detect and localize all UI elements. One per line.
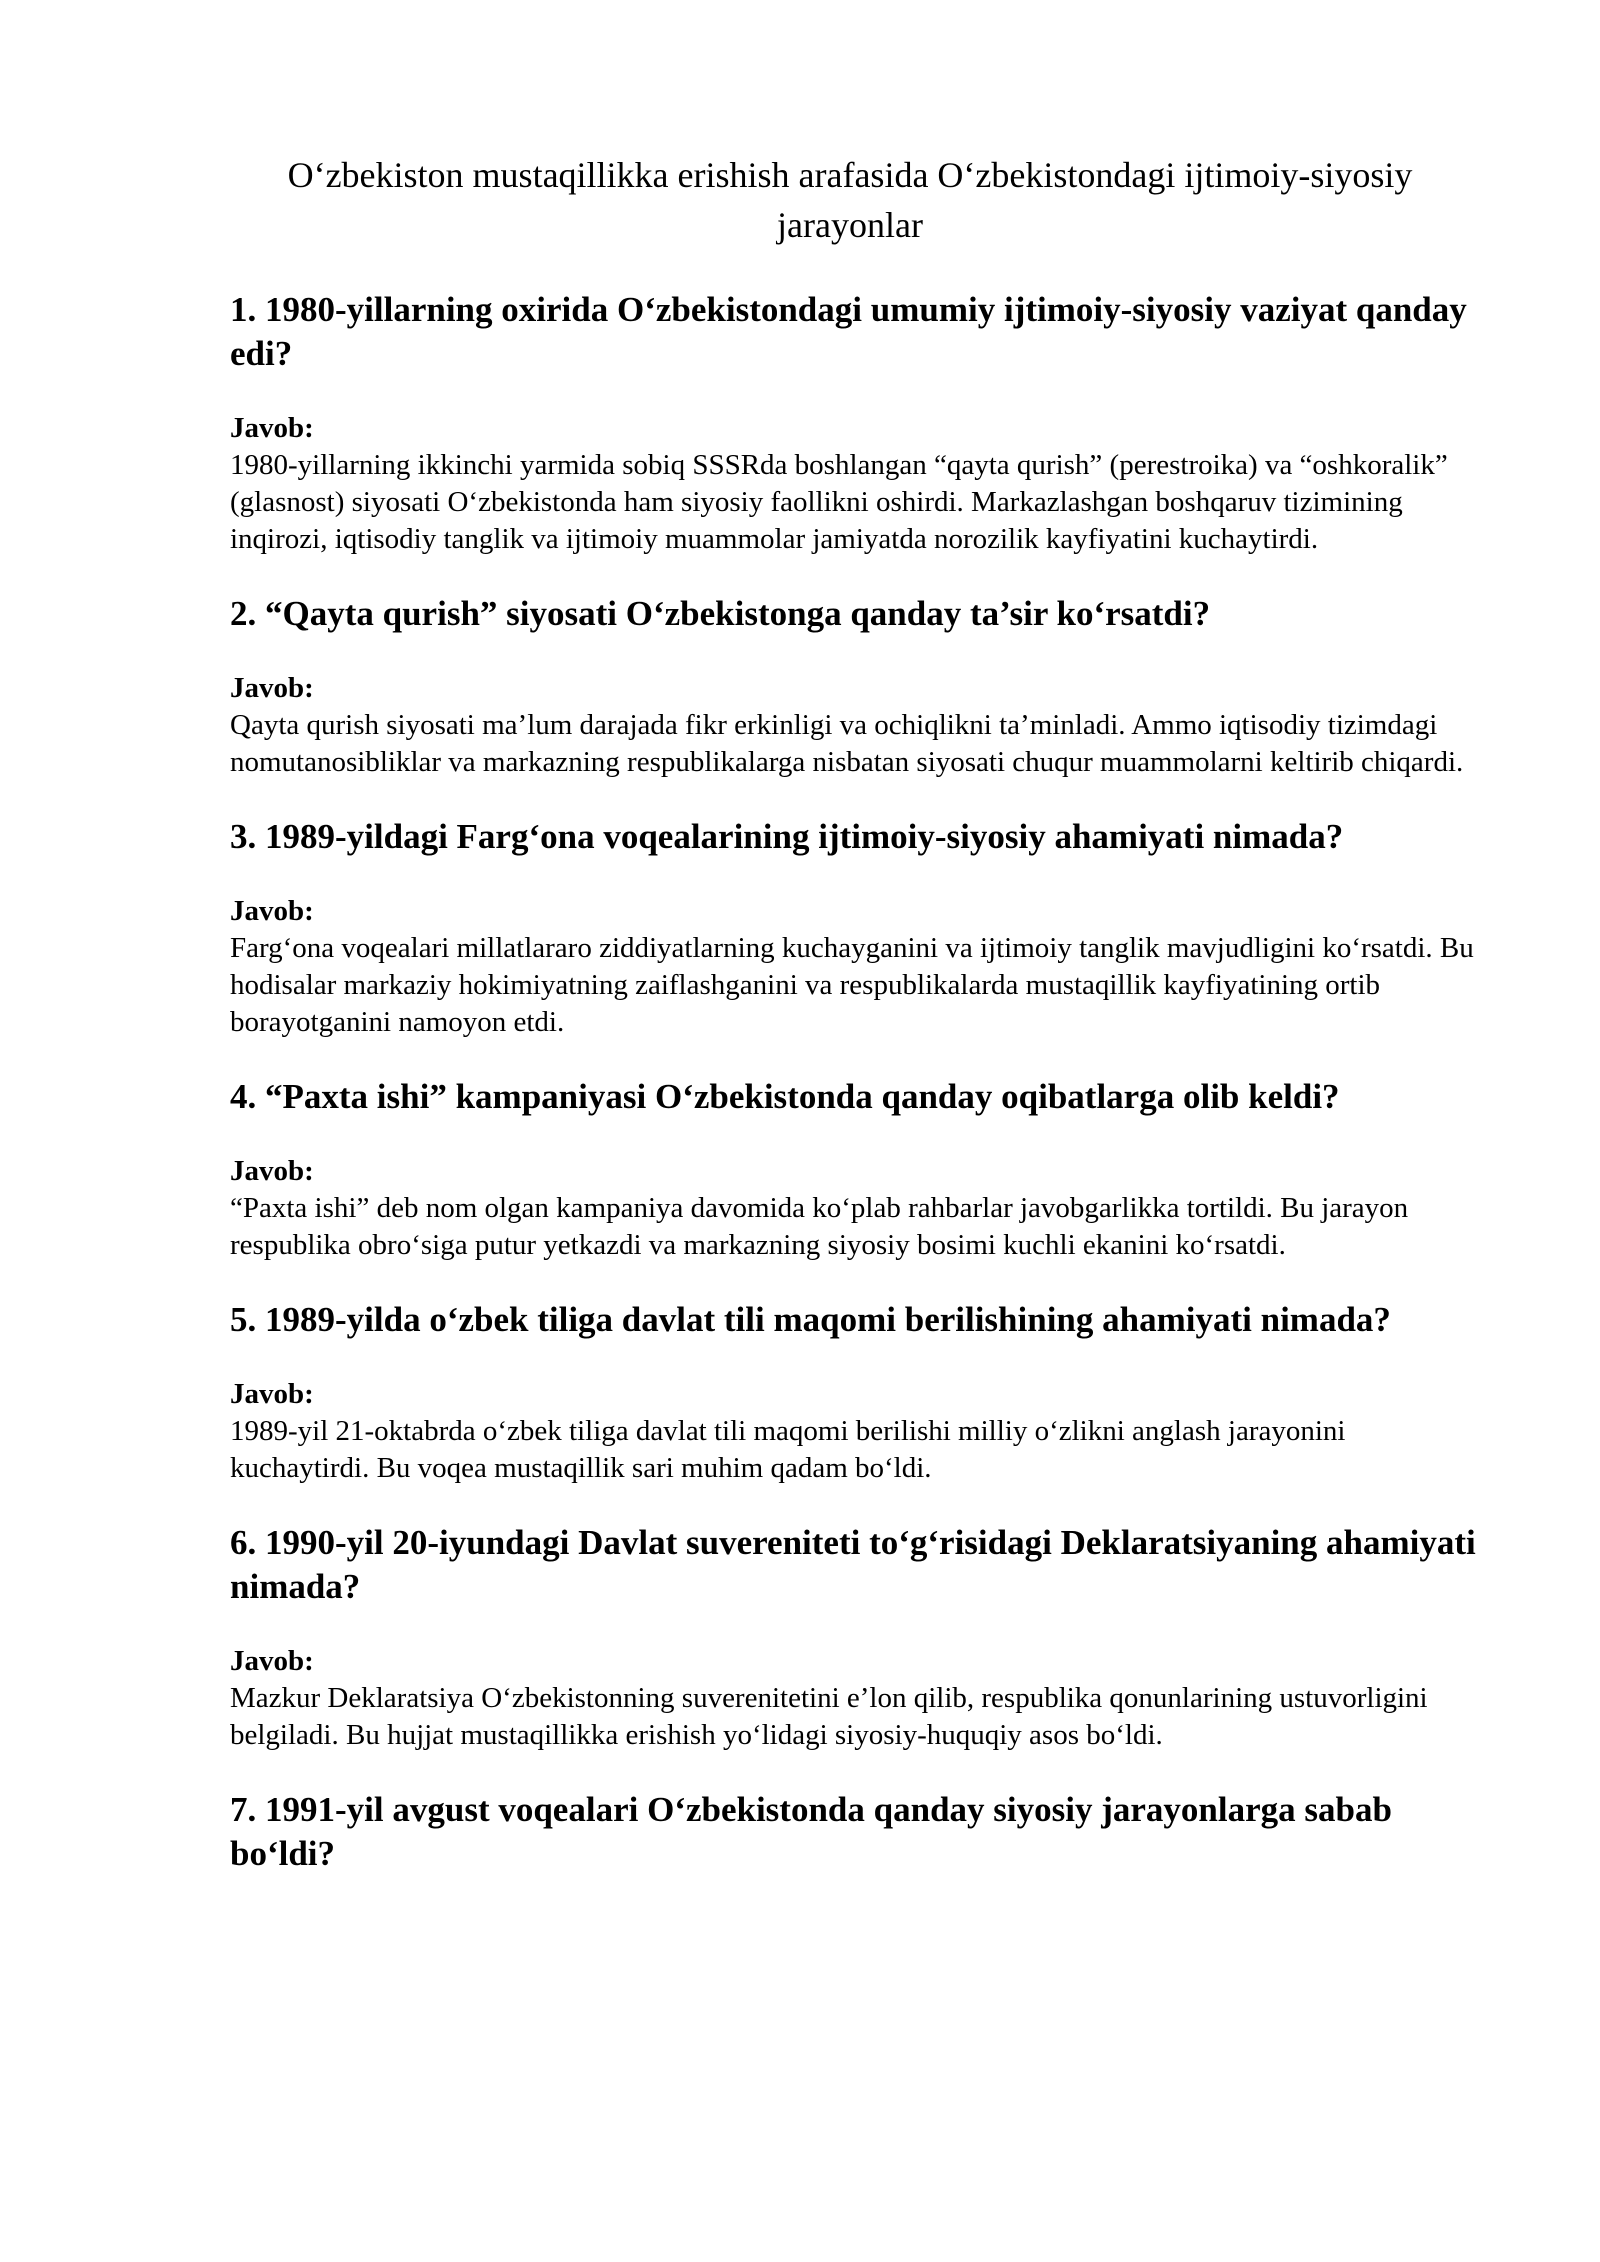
question-7: 7. 1991-yil avgust voqealari O‘zbekistonda qanday siyosiy jarayonlarga sabab bo‘ldi? bbox=[230, 1790, 1392, 1873]
question-3: 3. 1989-yildagi Farg‘ona voqealarining ijtimoiy-siyosiy ahamiyati nimada? bbox=[230, 817, 1344, 856]
qa-item-3 bbox=[230, 815, 1480, 1041]
answer-label-3: Javob: bbox=[230, 895, 314, 927]
question-1: 1. 1980-yillarning oxirida O‘zbekistondagi umumiy ijtimoiy-siyosiy vaziyat qanday edi? bbox=[230, 290, 1467, 373]
qa-item-2 bbox=[230, 592, 1480, 781]
qa-item-5 bbox=[230, 1298, 1480, 1487]
question-5: 5. 1989-yilda o‘zbek tiliga davlat tili maqomi berilishining ahamiyati nimada? bbox=[230, 1300, 1391, 1339]
qa-list bbox=[230, 288, 1480, 1910]
qa-item-6 bbox=[230, 1521, 1480, 1754]
qa-item-7 bbox=[230, 1788, 1480, 1876]
answer-label-2: Javob: bbox=[230, 672, 314, 704]
answer-1: 1980-yillarning ikkinchi yarmida sobiq SSSRda boshlangan “qayta qurish” (perestroika) va “oshkoralik” (glasnost) siyosati O‘zbekistonda ham siyosiy faollikni oshirdi. Markazlashgan boshqaruv tizimining inqirozi, iqtisodiy tanglik va ijtimoiy muammolar jamiyatda norozilik kayfiyatini kuchaytirdi. bbox=[230, 449, 1448, 555]
answer-label-4: Javob: bbox=[230, 1155, 314, 1187]
answer-5: 1989-yil 21-oktabrda o‘zbek tiliga davlat tili maqomi berilishi milliy o‘zlikni anglash jarayonini kuchaytirdi. Bu voqea mustaqillik sari muhim qadam bo‘ldi. bbox=[230, 1415, 1346, 1484]
question-4: 4. “Paxta ishi” kampaniyasi O‘zbekistonda qanday oqibatlarga olib keldi? bbox=[230, 1077, 1340, 1116]
qa-item-1 bbox=[230, 288, 1480, 558]
question-6: 6. 1990-yil 20-iyundagi Davlat suvereniteti to‘g‘risidagi Deklaratsiyaning ahamiyati nimada? bbox=[230, 1523, 1476, 1606]
document-title: O‘zbekiston mustaqillikka erishish arafasida O‘zbekistondagi ijtimoiy-siyosiy jarayonlar bbox=[287, 155, 1413, 245]
answer-label-6: Javob: bbox=[230, 1645, 314, 1677]
answer-label-1: Javob: bbox=[230, 412, 314, 444]
question-2: 2. “Qayta qurish” siyosati O‘zbekistonga qanday ta’sir ko‘rsatdi? bbox=[230, 594, 1211, 633]
answer-label-5: Javob: bbox=[230, 1378, 314, 1410]
answer-2: Qayta qurish siyosati ma’lum darajada fikr erkinligi va ochiqlikni ta’minladi. Ammo iqtisodiy tizimdagi nomutanosibliklar va markazning respublikalarga nisbatan siyosati chuqur muammolarni keltirib chiqardi. bbox=[230, 709, 1464, 778]
answer-6: Mazkur Deklaratsiya O‘zbekistonning suverenitetini e’lon qilib, respublika qonunlarining ustuvorligini belgiladi. Bu hujjat mustaqillikka erishish yo‘lidagi siyosiy-huquqiy asos bo‘ldi. bbox=[230, 1682, 1428, 1751]
answer-4: “Paxta ishi” deb nom olgan kampaniya davomida ko‘plab rahbarlar javobgarlikka tortildi. Bu jarayon respublika obro‘siga putur yetkazdi va markazning siyosiy bosimi kuchli ekanini ko‘rsatdi. bbox=[230, 1192, 1409, 1261]
answer-3: Farg‘ona voqealari millatlararo ziddiyatlarning kuchayganini va ijtimoiy tanglik mavjudligini ko‘rsatdi. Bu hodisalar markaziy hokimiyatning zaiflashganini va respublikalarda mustaqillik kayfiyatining ortib borayotganini namoyon etdi. bbox=[230, 932, 1474, 1038]
qa-item-4 bbox=[230, 1075, 1480, 1264]
